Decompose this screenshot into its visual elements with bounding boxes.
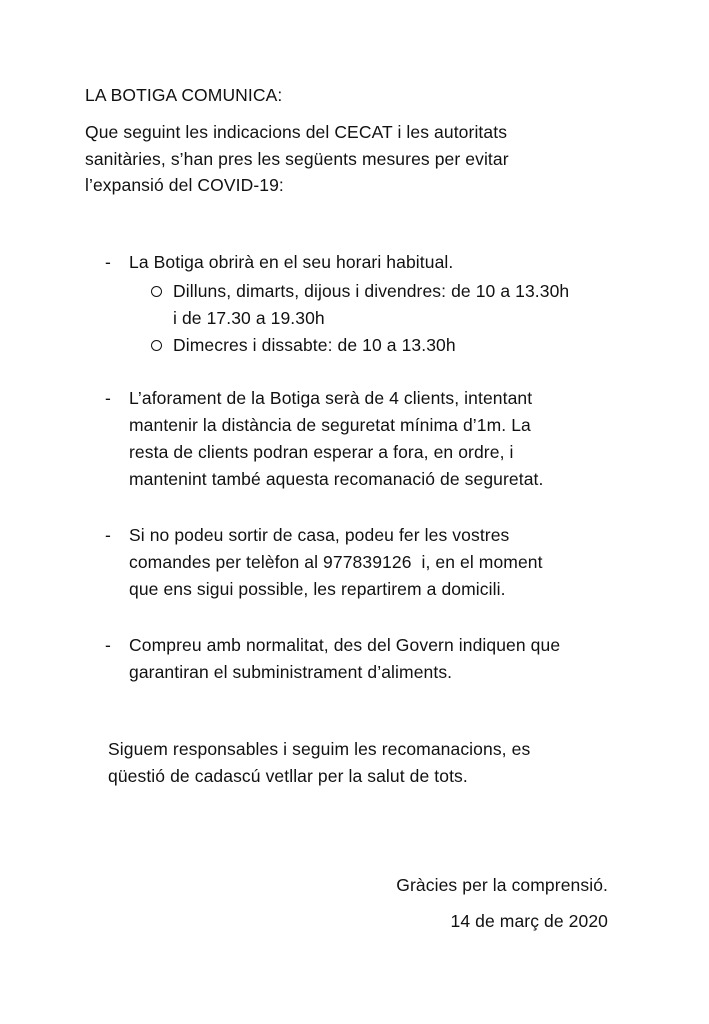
bullet-line: mantenint també aquesta recomanació de seguretat. [129, 469, 544, 489]
sub-item-line: Dimecres i dissabte: de 10 a 13.30h [173, 335, 456, 355]
circle-bullet-icon [151, 286, 162, 297]
intro-paragraph [85, 119, 605, 199]
sub-item-text [173, 332, 613, 359]
bullet-line: L’aforament de la Botiga serà de 4 clients, intentant [129, 388, 533, 408]
sub-item-text [173, 278, 613, 331]
bullet-dash: - [105, 388, 111, 408]
bullet-text: La Botiga obrirà en el seu horari habitual. [129, 252, 454, 272]
intro-line: l’expansió del COVID-19: [85, 175, 284, 195]
closing-line: qüestió de cadascú vetllar per la salut de tots. [108, 766, 468, 786]
bullet-dash: - [105, 525, 111, 545]
intro-line: sanitàries, s’han pres les següents mesures per evitar [85, 148, 509, 169]
sub-item-line: Dilluns, dimarts, dijous i divendres: de 10 a 13.30h [173, 281, 570, 301]
bullet-line: resta de clients podran esperar a fora, en ordre, i [129, 442, 514, 462]
closing-line: Siguem responsables i seguim les recomanacions, es [108, 739, 531, 759]
bullet-dash: - [105, 635, 111, 655]
bullet-dash: - [105, 252, 111, 272]
notice-title: LA BOTIGA COMUNICA: [85, 85, 283, 105]
sub-item-line: i de 17.30 a 19.30h [173, 307, 325, 328]
bullet-line: garantiran el subministrament d’aliments. [129, 662, 453, 682]
intro-line: Que seguint les indicacions del CECAT i les autoritats [85, 122, 508, 142]
bullet-text [129, 522, 609, 603]
thanks-note: Gràcies per la comprensió. [396, 875, 608, 895]
bullet-line: Compreu amb normalitat, des del Govern indiquen que [129, 635, 561, 655]
bullet-text [129, 385, 609, 493]
notice-date: 14 de març de 2020 [450, 911, 608, 931]
bullet-line: mantenir la distància de seguretat mínima d’1m. La [129, 415, 531, 435]
bullet-line: que ens sigui possible, les repartirem a domicili. [129, 579, 506, 599]
circle-bullet-icon [151, 340, 162, 351]
bullet-line: Si no podeu sortir de casa, podeu fer les vostres [129, 525, 510, 545]
bullet-line: comandes per telèfon al 977839126 i, en el moment [129, 552, 543, 572]
closing-paragraph [108, 736, 628, 790]
bullet-text [129, 632, 609, 686]
